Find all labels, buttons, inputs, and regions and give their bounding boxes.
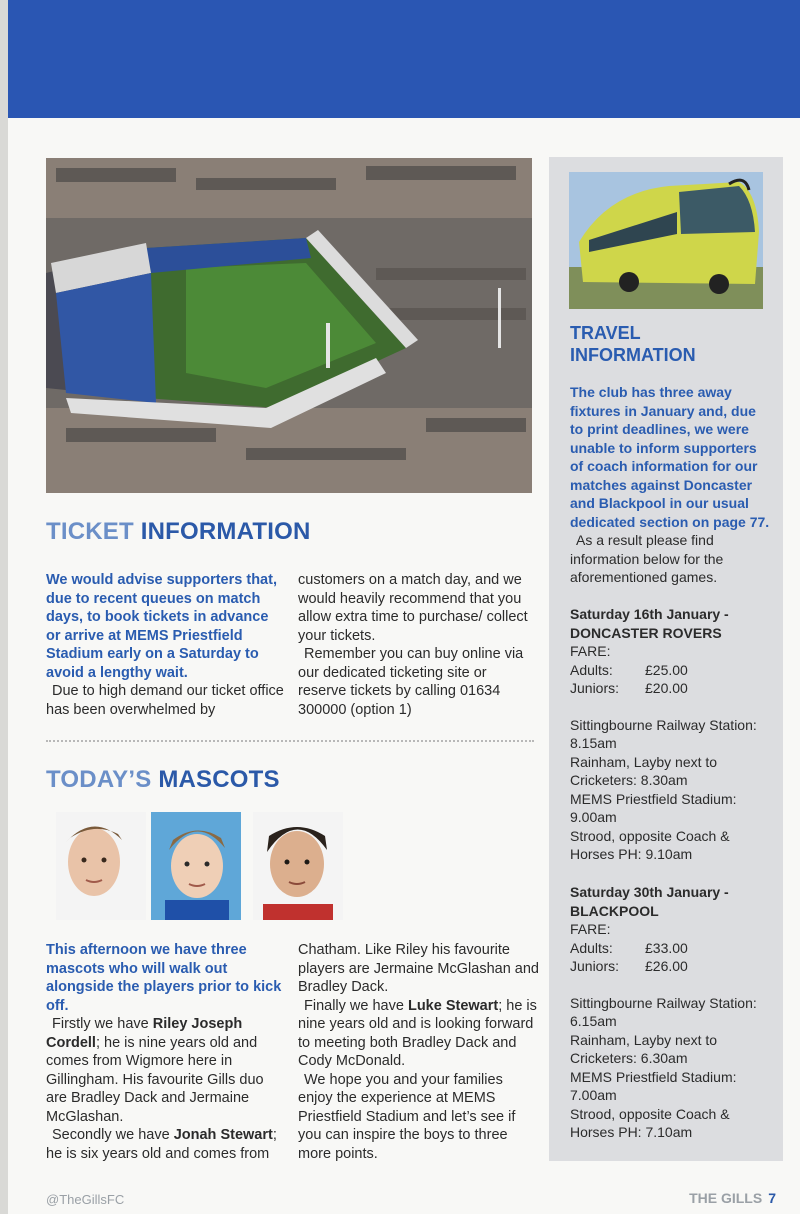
adults-fare: £25.00 bbox=[645, 661, 688, 678]
page-edge bbox=[0, 0, 8, 1214]
mascots-heading bbox=[46, 766, 280, 794]
mascots-p1-post: ; he is nine years old and comes from Wigmore here in Gillingham. His favourite Gills duo are Bradley Dack and Jermaine McGlashan. bbox=[46, 1034, 264, 1125]
mascots-paragraph-1 bbox=[46, 1015, 284, 1126]
page-number: 7 bbox=[768, 1190, 776, 1206]
fare-adults-row bbox=[570, 661, 770, 680]
coach-bus-photo bbox=[569, 172, 763, 309]
pickup-stop: Rainham, Layby next to Cricketers: 6.30am bbox=[570, 1031, 718, 1066]
mascot-photo-jonah bbox=[151, 812, 241, 920]
mascot-photo-riley bbox=[56, 812, 146, 920]
fare-label: FARE: bbox=[570, 643, 611, 659]
mascots-paragraph-4: We hope you and your families enjoy the experience at MEMS Priestfield Stadium and let’s see if you can inspire the boys to three more points. bbox=[298, 1071, 516, 1162]
mascots-paragraph-2 bbox=[46, 1126, 284, 1163]
juniors-label: Juniors: bbox=[570, 958, 620, 974]
fixture-blackpool bbox=[570, 883, 770, 1142]
juniors-fare: £26.00 bbox=[645, 958, 688, 974]
travel-heading-line-2: INFORMATION bbox=[570, 345, 696, 365]
adults-label: Adults: bbox=[570, 939, 613, 956]
fare-adults-row bbox=[570, 939, 770, 958]
pickup-stop: Strood, opposite Coach & Horses PH: 9.10am bbox=[570, 827, 730, 862]
ticket-col-2 bbox=[298, 571, 538, 719]
ticket-heading bbox=[46, 518, 310, 546]
pickup-stop: Rainham, Layby next to Cricketers: 8.30am bbox=[570, 753, 718, 788]
stadium-aerial-photo bbox=[46, 158, 532, 493]
mascots-heading-dark: MASCOTS bbox=[158, 766, 280, 793]
twitter-handle: @TheGillsFC bbox=[46, 1192, 125, 1207]
fixture-date: Saturday 30th January - bbox=[570, 884, 729, 900]
mascots-p2-pre: Secondly we have bbox=[52, 1127, 174, 1143]
mascot-name-luke: Luke Stewart bbox=[407, 997, 499, 1014]
mascots-p2-post: ; he is six years old and comes from bbox=[46, 1127, 277, 1162]
mascots-col-1 bbox=[46, 941, 284, 1163]
fare-juniors-row bbox=[570, 957, 770, 976]
ticket-heading-dark: INFORMATION bbox=[140, 518, 311, 545]
mascot-photo-luke bbox=[253, 812, 343, 920]
mascots-paragraph-2-continued: Chatham. Like Riley his favourite players are Jermaine McGlashan and Bradley Dack. bbox=[298, 942, 539, 995]
fare-label: FARE: bbox=[570, 921, 611, 937]
fixture-date: Saturday 16th January - bbox=[570, 606, 729, 622]
section-divider bbox=[46, 740, 534, 742]
travel-paragraph-1: As a result please find information below for the aforementioned games. bbox=[570, 532, 724, 585]
magazine-title: THE GILLS bbox=[689, 1190, 763, 1206]
adults-label: Adults: bbox=[570, 661, 613, 678]
fixture-opponent: DONCASTER ROVERS bbox=[570, 624, 722, 641]
mascots-p3-pre: Finally we have bbox=[304, 997, 408, 1014]
juniors-label: Juniors: bbox=[570, 680, 620, 696]
mascots-col-2 bbox=[298, 941, 540, 1163]
mascots-p1-pre: Firstly we have bbox=[52, 1016, 153, 1032]
mascot-name-jonah: Jonah Stewart bbox=[173, 1127, 273, 1143]
travel-lead: The club has three away fixtures in January and, due to print deadlines, we were unable to inform supporters of coach information for our matches against Doncaster and Blackpool in our usual dedicated section on page 77. bbox=[570, 384, 770, 530]
ticket-col-1 bbox=[46, 571, 284, 719]
mascots-paragraph-3 bbox=[298, 997, 540, 1071]
page-footer bbox=[689, 1190, 776, 1206]
ticket-paragraph-1-continued: customers on a match day, and we would heavily recommend that you allow extra time to purchase/ collect your tickets. bbox=[298, 572, 528, 644]
pickup-stop: Sittingbourne Railway Station: 6.15am bbox=[570, 994, 757, 1029]
ticket-paragraph-2: Remember you can buy online via our dedicated ticketing site or reserve tickets by calling 01634 300000 (option 1) bbox=[298, 646, 524, 718]
fare-juniors-row bbox=[570, 679, 770, 698]
pickup-stop: MEMS Priestfield Stadium: 9.00am bbox=[570, 790, 737, 825]
mascots-lead: This afternoon we have three mascots who will walk out alongside the players prior to kick off. bbox=[46, 942, 282, 1014]
travel-heading-line-1: TRAVEL bbox=[570, 323, 641, 343]
ticket-heading-light: TICKET bbox=[46, 518, 134, 545]
juniors-fare: £20.00 bbox=[645, 680, 688, 696]
fixture-doncaster bbox=[570, 605, 770, 864]
mascots-p3-post: ; he is nine years old and is looking forward to meeting both Bradley Dack and Cody McDonald. bbox=[298, 997, 537, 1069]
ticket-lead: We would advise supporters that, due to recent queues on match days, to book tickets in advance or arrive at MEMS Priestfield Stadium early on a Saturday to avoid a lengthy wait. bbox=[46, 572, 277, 681]
travel-heading bbox=[570, 322, 696, 366]
mascots-heading-light: TODAY’S bbox=[46, 766, 152, 793]
mascot-name-riley: Riley Joseph Cordell bbox=[46, 1016, 243, 1051]
travel-body bbox=[570, 383, 770, 587]
adults-fare: £33.00 bbox=[645, 939, 688, 956]
pickup-stop: Sittingbourne Railway Station: 8.15am bbox=[570, 716, 757, 751]
pickup-stop: MEMS Priestfield Stadium: 7.00am bbox=[570, 1068, 737, 1103]
ticket-paragraph-1: Due to high demand our ticket office has been overwhelmed by bbox=[46, 683, 284, 718]
top-banner bbox=[8, 0, 800, 118]
pickup-stop: Strood, opposite Coach & Horses PH: 7.10am bbox=[570, 1105, 730, 1140]
fixture-opponent: BLACKPOOL bbox=[570, 902, 659, 919]
